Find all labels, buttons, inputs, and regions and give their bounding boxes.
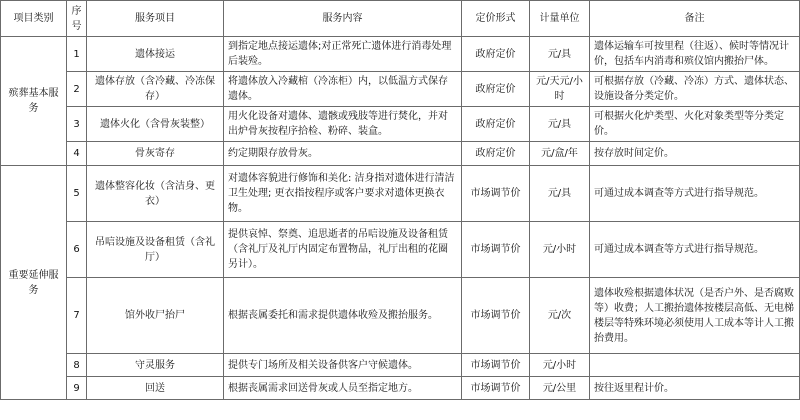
item-cell: 骨灰寄存 — [87, 142, 224, 166]
remark-cell: 可根据火化炉类型、火化对象类型等分类定价。 — [590, 107, 800, 142]
content-cell: 用火化设备对遗体、遗骸或残肢等进行焚化，并对出炉骨灰按程序拾检、粉碎、装盒。 — [224, 107, 462, 142]
category-cell: 重要延伸服务 — [1, 166, 67, 400]
item-cell: 遗体整容化妆（含洁身、更衣） — [87, 166, 224, 222]
unit-cell: 元/具 — [530, 166, 590, 222]
seq-cell: 2 — [67, 72, 87, 107]
pricing-cell: 政府定价 — [462, 142, 530, 166]
item-cell: 遗体存放（含冷藏、冷冻保存） — [87, 72, 224, 107]
remark-cell: 可根据存放（冷藏、冷冻）方式、遗体状态、设施设备分类定价。 — [590, 72, 800, 107]
pricing-cell: 市场调节价 — [462, 278, 530, 354]
seq-cell: 5 — [67, 166, 87, 222]
header-remark: 备注 — [590, 1, 800, 37]
item-cell: 遗体火化（含骨灰装整） — [87, 107, 224, 142]
seq-cell: 3 — [67, 107, 87, 142]
table-row — [1, 278, 800, 354]
header-item: 服务项目 — [87, 1, 224, 37]
unit-cell: 元/公里 — [530, 377, 590, 400]
content-cell: 对遗体容貌进行修饰和美化: 洁身指对遗体进行清洁卫生处理; 更衣指按程序或客户要求对遗体更换衣物。 — [224, 166, 462, 222]
seq-cell: 4 — [67, 142, 87, 166]
header-category: 项目类别 — [1, 1, 67, 37]
content-cell: 到指定地点接运遗体;对正常死亡遗体进行消毒处理后装殓。 — [224, 37, 462, 72]
item-cell: 守灵服务 — [87, 354, 224, 377]
seq-cell: 1 — [67, 37, 87, 72]
content-cell: 提供专门场所及相关设备供客户守候遗体。 — [224, 354, 462, 377]
content-cell: 将遗体放入冷藏棺（冷冻柜）内，以低温方式保存遗体。 — [224, 72, 462, 107]
unit-cell: 元/次 — [530, 278, 590, 354]
table-row — [1, 37, 800, 72]
content-cell: 提供哀悼、祭奠、追思逝者的吊唁设施及设备租赁（含礼厅及礼厅内固定布置物品，礼厅出租的花圈另计）。 — [224, 222, 462, 278]
table-row — [1, 72, 800, 107]
item-cell: 遗体接运 — [87, 37, 224, 72]
remark-cell: 按存放时间定价。 — [590, 142, 800, 166]
unit-cell: 元/小时 — [530, 354, 590, 377]
header-pricing: 定价形式 — [462, 1, 530, 37]
unit-cell: 元/具 — [530, 37, 590, 72]
table-row — [1, 354, 800, 377]
pricing-cell: 市场调节价 — [462, 166, 530, 222]
unit-cell: 元/盒/年 — [530, 142, 590, 166]
item-cell: 馆外收尸抬尸 — [87, 278, 224, 354]
pricing-cell: 市场调节价 — [462, 354, 530, 377]
table-row — [1, 222, 800, 278]
table-row — [1, 166, 800, 222]
item-cell: 吊唁设施及设备租赁（含礼厅） — [87, 222, 224, 278]
category-cell: 殡葬基本服务 — [1, 37, 67, 166]
unit-cell: 元/小时 — [530, 222, 590, 278]
content-cell: 约定期限存放骨灰。 — [224, 142, 462, 166]
content-cell: 根据丧属委托和需求提供遗体收殓及搬抬服务。 — [224, 278, 462, 354]
pricing-cell: 政府定价 — [462, 37, 530, 72]
header-seq: 序号 — [67, 1, 87, 37]
remark-cell: 按往返里程计价。 — [590, 377, 800, 400]
unit-cell: 元/天元/小时 — [530, 72, 590, 107]
item-cell: 回送 — [87, 377, 224, 400]
remark-cell: 可通过成本调查等方式进行指导规范。 — [590, 166, 800, 222]
content-cell: 根据丧属需求回送骨灰或人员至指定地方。 — [224, 377, 462, 400]
seq-cell: 8 — [67, 354, 87, 377]
remark-cell — [590, 354, 800, 377]
table-row — [1, 377, 800, 400]
header-unit: 计量单位 — [530, 1, 590, 37]
remark-cell: 遗体收殓根据遗体状况（是否户外、是否腐败等）收费；人工搬抬遗体按楼层高低、无电梯楼层等特殊环境必须使用人工成本等计人工搬抬费用。 — [590, 278, 800, 354]
unit-cell: 元/具 — [530, 107, 590, 142]
table-row — [1, 107, 800, 142]
remark-cell: 可通过成本调查等方式进行指导规范。 — [590, 222, 800, 278]
remark-cell: 遗体运输车可按里程（往返）、候时等情况计价，包括车内消毒和殡仪馆内搬抬尸体。 — [590, 37, 800, 72]
header-content: 服务内容 — [224, 1, 462, 37]
pricing-cell: 市场调节价 — [462, 222, 530, 278]
header-row — [1, 1, 800, 37]
seq-cell: 7 — [67, 278, 87, 354]
pricing-cell: 政府定价 — [462, 107, 530, 142]
seq-cell: 9 — [67, 377, 87, 400]
pricing-cell: 政府定价 — [462, 72, 530, 107]
table-row — [1, 142, 800, 166]
seq-cell: 6 — [67, 222, 87, 278]
pricing-cell: 市场调节价 — [462, 377, 530, 400]
